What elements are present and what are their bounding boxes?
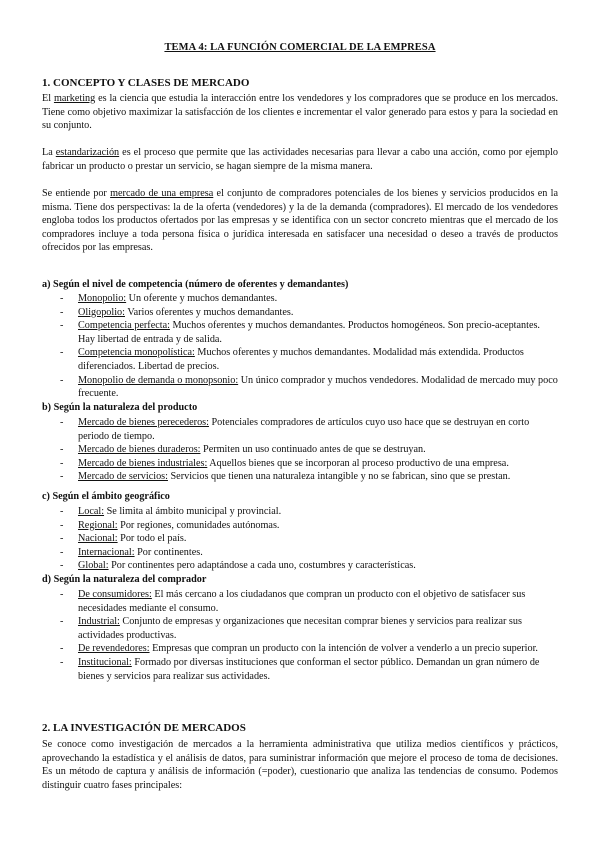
list-item: - Oligopolio: Varios oferentes y muchos demandantes. <box>60 306 558 320</box>
paragraph-estandarizacion: La estandarización es el proceso que permite que las actividades necesarias para llevar a cabo una acción, como por ejemplo fabricar un producto o prestar un servicio, se hagan siempre de la misma manera. <box>42 147 559 172</box>
list-item: - Monopolio: Un oferente y muchos demandantes. <box>60 292 558 306</box>
list-geografico <box>60 505 558 573</box>
list-item: - Competencia perfecta: Muchos oferentes y muchos demandantes. Productos homogéneos. Son precio-aceptantes. Hay libertad de entrada y de salida. <box>60 319 558 346</box>
page-title: TEMA 4: LA FUNCIÓN COMERCIAL DE LA EMPRESA <box>164 42 436 53</box>
list-item: - Competencia monopolística: Muchos oferentes y muchos demandantes. Modalidad más extendida. Productos diferenciados. Libertad de precios. <box>60 346 558 373</box>
list-item: - Mercado de bienes duraderos: Permiten un uso continuado antes de que se destruyan. <box>60 443 558 457</box>
heading-b-producto: b) Según la naturaleza del producto <box>42 402 198 413</box>
list-item: - Nacional: Por todo el país. <box>60 532 558 546</box>
term-mercado-empresa: mercado de una empresa <box>110 188 214 199</box>
list-competencia <box>60 292 558 401</box>
list-item: - Local: Se limita al ámbito municipal y provincial. <box>60 505 558 519</box>
paragraph-marketing: El marketing es la ciencia que estudia la interacción entre los vendedores y los compradores que se produce en los mercados. Tiene como objetivo maximizar la satisfacción de los clientes e incrementar el valor generado para estos y para la sociedad en su conjunto. <box>42 93 558 132</box>
heading-c-geografico: c) Según el ámbito geográfico <box>42 491 170 502</box>
section2-heading: 2. LA INVESTIGACIÓN DE MERCADOS <box>42 722 246 734</box>
list-item: - Mercado de bienes industriales: Aquellos bienes que se incorporan al proceso productivo de una empresa. <box>60 457 558 471</box>
paragraph-mercado-empresa: Se entiende por mercado de una empresa el conjunto de compradores potenciales de los bienes y servicios producidos en la misma. Tiene dos perspectivas: la de la oferta (vendedores) y la de la demanda (compradores). El mercado de los vendedores engloba todos los productos ofertados por las empresas y se identifica con un sector concreto mientras que el mercado de los compradores incluye a toda persona física o jurídica interesada en satisfacer una necesidad o deseo a través de productos ofrecidos por las empresas. <box>42 188 558 254</box>
list-comprador <box>60 588 558 683</box>
list-item: - Mercado de bienes perecederos: Potenciales compradores de artículos cuyo uso hace que se destruyan en corto periodo de tiempo. <box>60 416 558 443</box>
heading-a-competencia: a) Según el nivel de competencia (número de oferentes y demandantes) <box>42 279 349 290</box>
list-producto <box>60 416 558 484</box>
term-marketing: marketing <box>53 93 96 104</box>
list-item: - Institucional: Formado por diversas instituciones que conforman el sector público. Demandan un gran número de bienes y servicios para realizar sus actividades. <box>60 656 558 683</box>
list-item: - Mercado de servicios: Servicios que tienen una naturaleza intangible y no se fabrican, sino que se prestan. <box>60 470 558 484</box>
heading-d-comprador: d) Según la naturaleza del comprador <box>42 574 207 585</box>
list-item: - Monopolio de demanda o monopsonio: Un único comprador y muchos vendedores. Modalidad de mercado muy poco frecuente. <box>60 374 558 401</box>
list-item: - Global: Por continentes pero adaptándose a cada uno, costumbres y características. <box>60 559 558 573</box>
list-item: - De revendedores: Empresas que compran un producto con la intención de volver a venderlo a un precio superior. <box>60 642 558 656</box>
list-item: - Regional: Por regiones, comunidades autónomas. <box>60 519 558 533</box>
list-item: - Internacional: Por continentes. <box>60 546 558 560</box>
term-estandarizacion: estandarización <box>55 147 120 158</box>
list-item: - De consumidores: El más cercano a los ciudadanos que compran un producto con el objetivo de satisfacer sus necesidades mediante el consumo. <box>60 588 558 615</box>
section1-heading: 1. CONCEPTO Y CLASES DE MERCADO <box>42 77 250 89</box>
list-item: - Industrial: Conjunto de empresas y organizaciones que necesitan comprar bienes y servicios para realizar sus actividades productivas. <box>60 615 558 642</box>
paragraph-investigacion: Se conoce como investigación de mercados a la herramienta administrativa que utiliza medios científicos y prácticos, aprovechando la estadística y el análisis de datos, para suministrar información que mejore el proceso de toma de decisiones. Es un método de captura y análisis de información (=poder), cuestionario que analiza las tendencias de consumo. Podemos distinguir cuatro fases principales: <box>42 739 558 791</box>
